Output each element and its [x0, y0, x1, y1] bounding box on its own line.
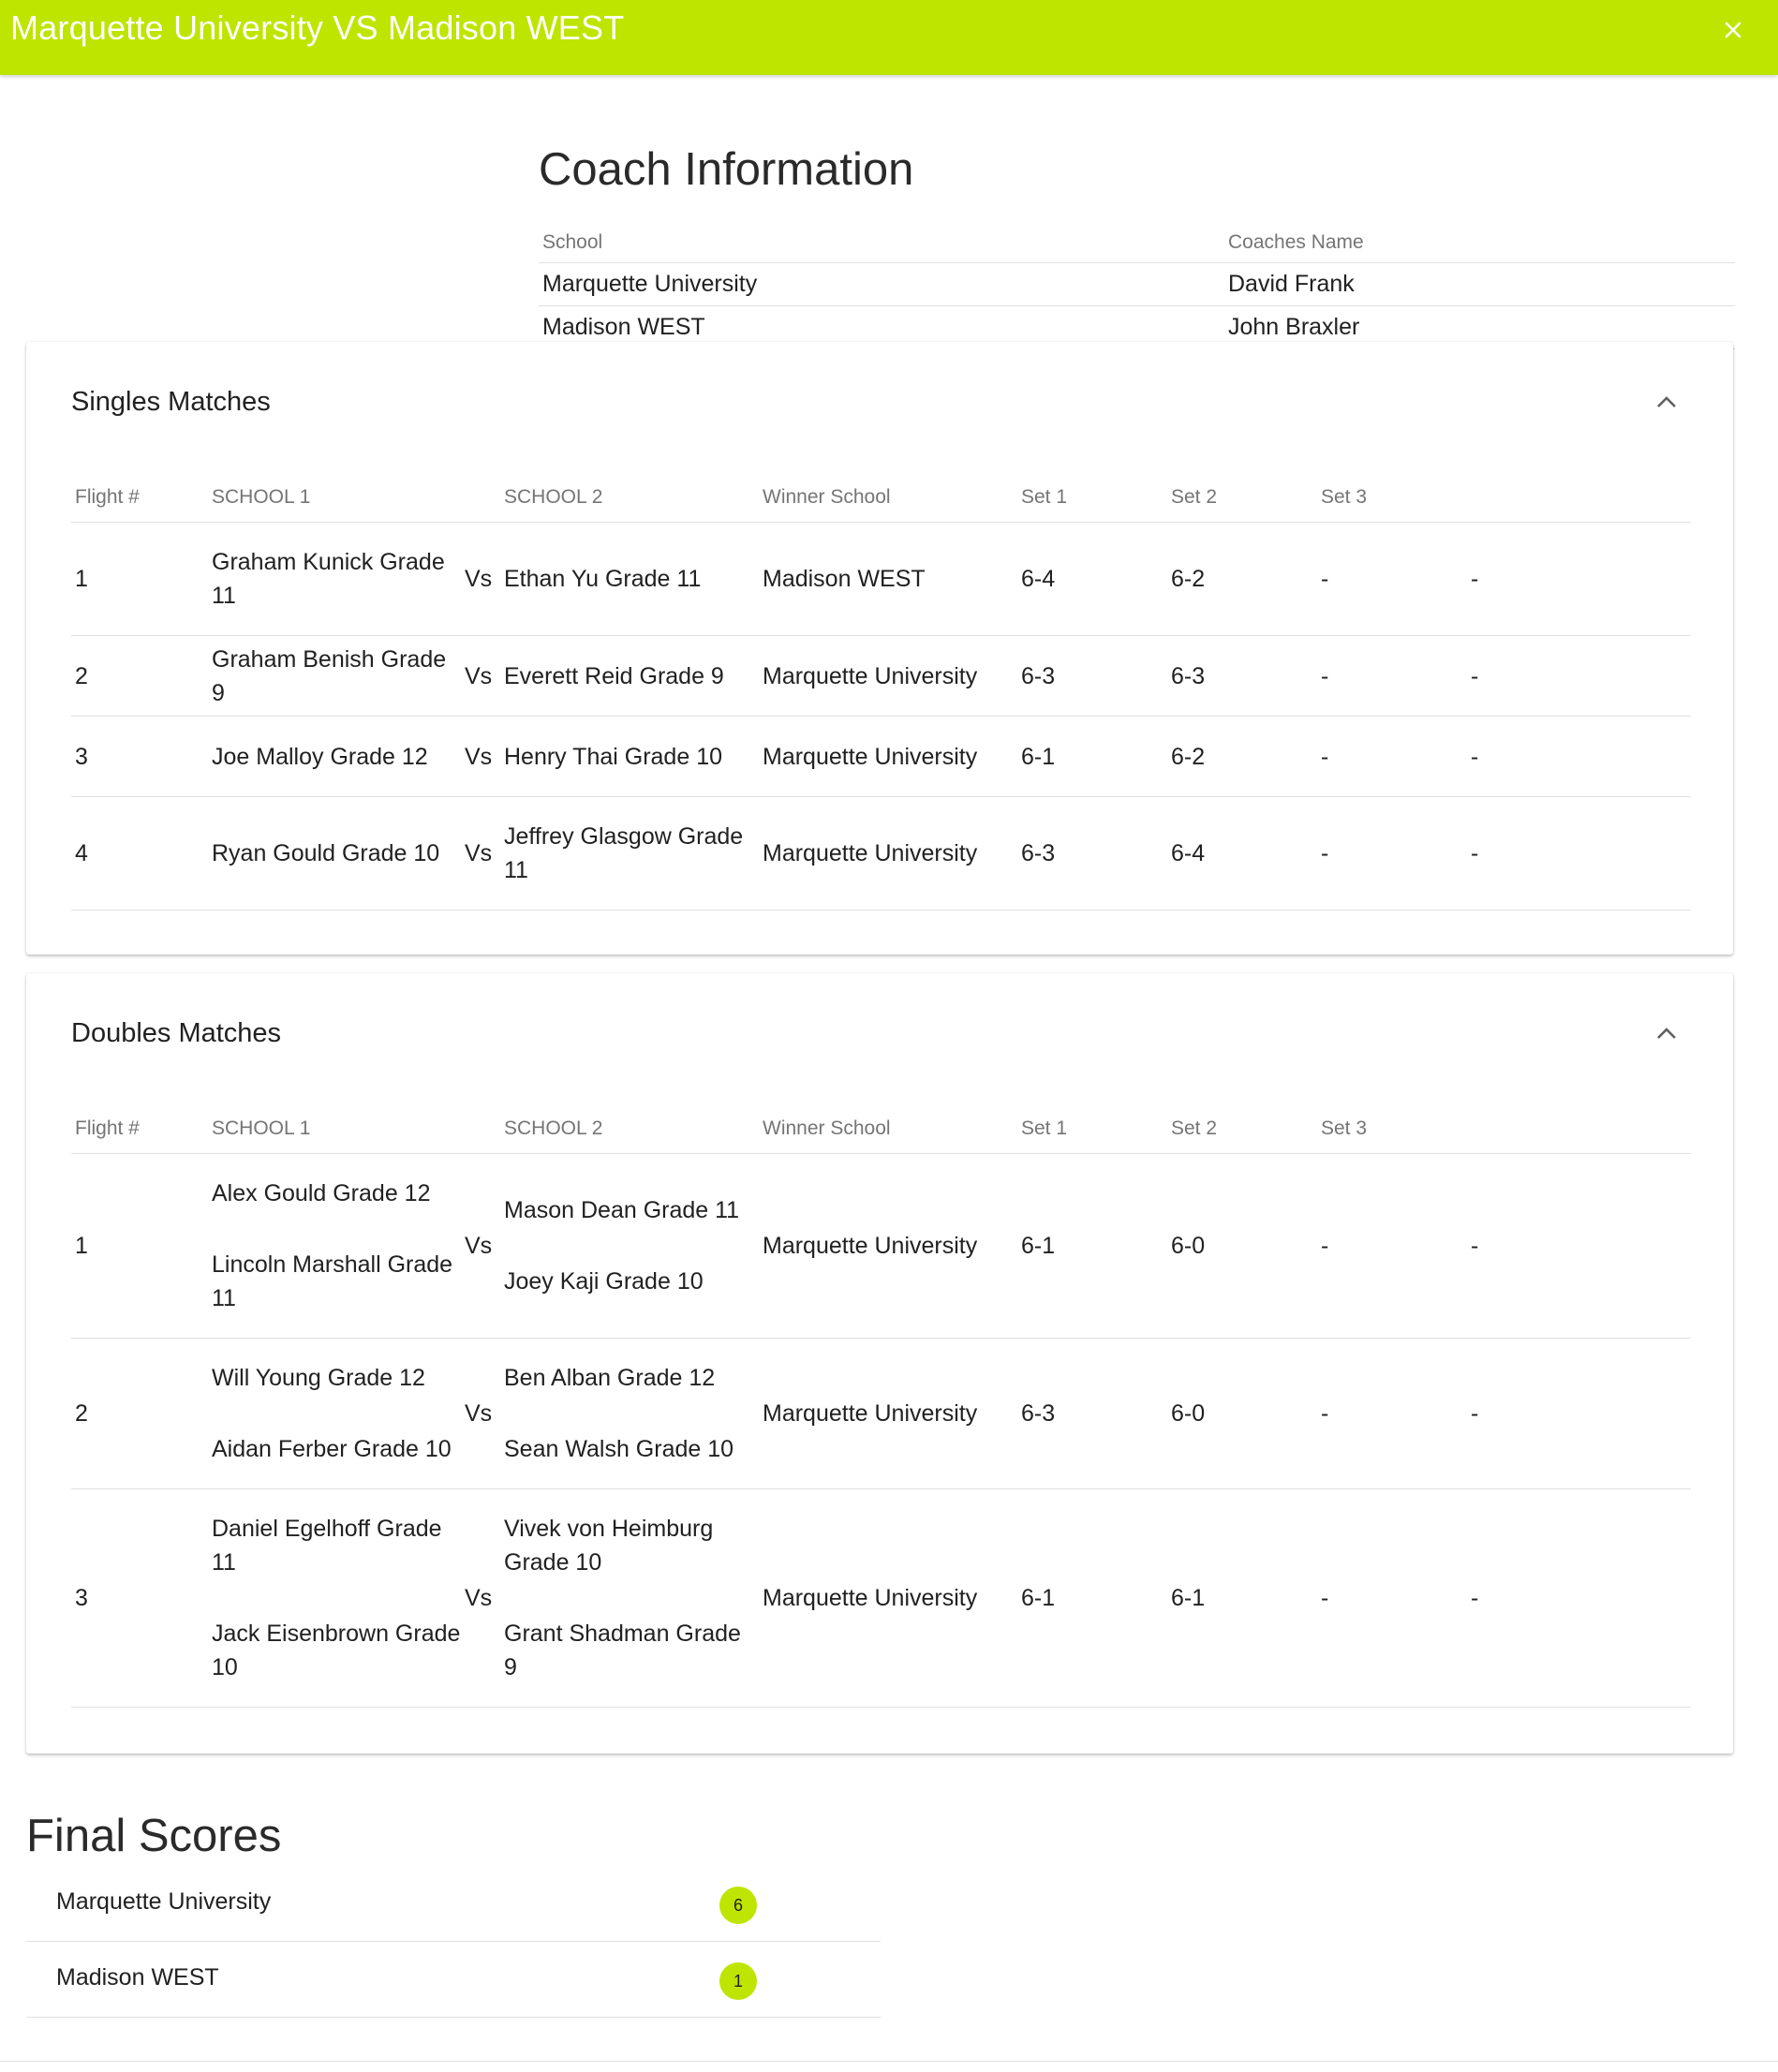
school-2-cell: Jeffrey Glasgow Grade 11	[500, 797, 759, 910]
coach-information-section	[539, 139, 1735, 349]
col-set-3: Set 3	[1317, 1104, 1467, 1154]
player-name: Aidan Ferber Grade 10	[212, 1436, 452, 1462]
coach-school-cell: Marquette University	[539, 263, 1224, 306]
set-3-cell: -	[1317, 797, 1467, 910]
flight-cell: 2	[71, 1339, 208, 1489]
school-1-cell	[208, 1489, 465, 1708]
coach-information-title: Coach Information	[539, 144, 914, 195]
winner-cell: Marquette University	[759, 797, 1017, 910]
winner-cell: Madison WEST	[759, 523, 1017, 636]
col-school-1: SCHOOL 1	[208, 1104, 465, 1154]
school-2-cell: Ethan Yu Grade 11	[500, 523, 759, 636]
table-row	[71, 523, 1691, 636]
doubles-table	[71, 1104, 1691, 1708]
school-1-cell	[208, 1154, 465, 1339]
final-scores-title: Final Scores	[26, 1811, 282, 1861]
col-vs	[465, 473, 500, 523]
list-item	[26, 1942, 881, 2018]
flight-cell: 3	[71, 717, 208, 797]
doubles-matches-title[interactable]: Doubles Matches	[71, 1018, 282, 1048]
set-3-cell: -	[1317, 636, 1467, 717]
school-1-cell: Graham Kunick Grade 11	[208, 523, 465, 636]
col-extra	[1467, 1104, 1691, 1154]
set-3-cell: -	[1317, 1339, 1467, 1489]
player-name: Daniel Egelhoff Grade 11	[212, 1516, 442, 1576]
winner-cell: Marquette University	[759, 1154, 1017, 1339]
vs-cell: Vs	[465, 797, 500, 910]
score-badge: 6	[719, 1887, 757, 1924]
winner-cell: Marquette University	[759, 1489, 1017, 1708]
player-name: Jack Eisenbrown Grade 10	[212, 1621, 461, 1680]
school-1-cell: Graham Benish Grade 9	[208, 636, 465, 717]
col-vs	[465, 1104, 500, 1154]
set-1-cell: 6-4	[1017, 523, 1167, 636]
school-2-cell	[500, 1339, 759, 1489]
set-1-cell: 6-1	[1017, 1489, 1167, 1708]
singles-table	[71, 473, 1691, 910]
extra-cell: -	[1467, 1489, 1691, 1708]
col-flight: Flight #	[71, 473, 208, 523]
player-name: Lincoln Marshall Grade 11	[212, 1251, 453, 1311]
table-row	[71, 717, 1691, 797]
player-name: Mason Dean Grade 11	[504, 1197, 740, 1223]
vs-cell: Vs	[465, 1154, 500, 1339]
winner-cell: Marquette University	[759, 717, 1017, 797]
table-row	[71, 1489, 1691, 1708]
flight-cell: 3	[71, 1489, 208, 1708]
table-row	[539, 263, 1735, 306]
extra-cell: -	[1467, 1339, 1691, 1489]
col-winner-school: Winner School	[759, 473, 1017, 523]
set-1-cell: 6-3	[1017, 1339, 1167, 1489]
coach-name-cell: John Braxler	[1224, 306, 1735, 349]
set-2-cell: 6-2	[1167, 523, 1317, 636]
school-2-cell	[500, 1154, 759, 1339]
col-set-1: Set 1	[1017, 473, 1167, 523]
table-row	[71, 1154, 1691, 1339]
school-2-cell: Henry Thai Grade 10	[500, 717, 759, 797]
extra-cell: -	[1467, 717, 1691, 797]
coach-col-coach: Coaches Name	[1224, 223, 1735, 263]
school-2-cell: Everett Reid Grade 9	[500, 636, 759, 717]
player-name: Will Young Grade 12	[212, 1365, 425, 1391]
col-school-2: SCHOOL 2	[500, 473, 759, 523]
set-2-cell: 6-0	[1167, 1339, 1317, 1489]
set-3-cell: -	[1317, 717, 1467, 797]
vs-cell: Vs	[465, 1489, 500, 1708]
singles-matches-panel	[26, 342, 1733, 955]
player-name: Alex Gould Grade 12	[212, 1180, 431, 1206]
close-icon[interactable]	[1714, 11, 1752, 49]
vs-cell: Vs	[465, 636, 500, 717]
set-2-cell: 6-3	[1167, 636, 1317, 717]
extra-cell: -	[1467, 797, 1691, 910]
set-1-cell: 6-1	[1017, 1154, 1167, 1339]
set-1-cell: 6-1	[1017, 717, 1167, 797]
school-1-cell: Ryan Gould Grade 10	[208, 797, 465, 910]
school-1-cell: Joe Malloy Grade 12	[208, 717, 465, 797]
divider	[0, 2061, 1778, 2062]
set-2-cell: 6-4	[1167, 797, 1317, 910]
set-3-cell: -	[1317, 1489, 1467, 1708]
col-set-2: Set 2	[1167, 473, 1317, 523]
flight-cell: 1	[71, 523, 208, 636]
final-score-school: Madison WEST	[56, 1964, 219, 1991]
dialog-title: Marquette University VS Madison WEST	[10, 8, 625, 47]
coach-name-cell: David Frank	[1224, 263, 1735, 306]
extra-cell: -	[1467, 1154, 1691, 1339]
extra-cell: -	[1467, 636, 1691, 717]
final-score-school: Marquette University	[56, 1888, 272, 1915]
col-set-1: Set 1	[1017, 1104, 1167, 1154]
vs-cell: Vs	[465, 523, 500, 636]
col-school-2: SCHOOL 2	[500, 1104, 759, 1154]
table-row	[71, 797, 1691, 910]
player-name: Vivek von Heimburg Grade 10	[504, 1516, 714, 1576]
player-name: Grant Shadman Grade 9	[504, 1621, 741, 1680]
player-name: Sean Walsh Grade 10	[504, 1436, 734, 1462]
dialog-header	[0, 0, 1778, 75]
chevron-up-icon[interactable]	[1652, 1022, 1681, 1044]
flight-cell: 4	[71, 797, 208, 910]
winner-cell: Marquette University	[759, 636, 1017, 717]
flight-cell: 2	[71, 636, 208, 717]
list-item	[26, 1866, 881, 1942]
set-2-cell: 6-2	[1167, 717, 1317, 797]
player-name: Ben Alban Grade 12	[504, 1365, 716, 1391]
set-3-cell: -	[1317, 523, 1467, 636]
winner-cell: Marquette University	[759, 1339, 1017, 1489]
col-school-1: SCHOOL 1	[208, 473, 465, 523]
col-extra	[1467, 473, 1691, 523]
col-flight: Flight #	[71, 1104, 208, 1154]
table-row	[71, 636, 1691, 717]
doubles-matches-panel	[26, 973, 1733, 1754]
chevron-up-icon[interactable]	[1652, 391, 1681, 413]
set-1-cell: 6-3	[1017, 797, 1167, 910]
col-winner-school: Winner School	[759, 1104, 1017, 1154]
school-2-cell	[500, 1489, 759, 1708]
extra-cell: -	[1467, 523, 1691, 636]
vs-cell: Vs	[465, 1339, 500, 1489]
set-3-cell: -	[1317, 1154, 1467, 1339]
school-1-cell	[208, 1339, 465, 1489]
vs-cell: Vs	[465, 717, 500, 797]
score-badge: 1	[719, 1962, 757, 2000]
coach-table	[539, 223, 1735, 349]
final-scores-section	[26, 1806, 881, 2018]
set-2-cell: 6-0	[1167, 1154, 1317, 1339]
set-1-cell: 6-3	[1017, 636, 1167, 717]
set-2-cell: 6-1	[1167, 1489, 1317, 1708]
coach-col-school: School	[539, 223, 1224, 263]
table-row	[71, 1339, 1691, 1489]
player-name: Joey Kaji Grade 10	[504, 1268, 704, 1295]
flight-cell: 1	[71, 1154, 208, 1339]
col-set-2: Set 2	[1167, 1104, 1317, 1154]
col-set-3: Set 3	[1317, 473, 1467, 523]
singles-matches-title[interactable]: Singles Matches	[71, 387, 271, 417]
coach-school-cell: Madison WEST	[539, 306, 1224, 349]
